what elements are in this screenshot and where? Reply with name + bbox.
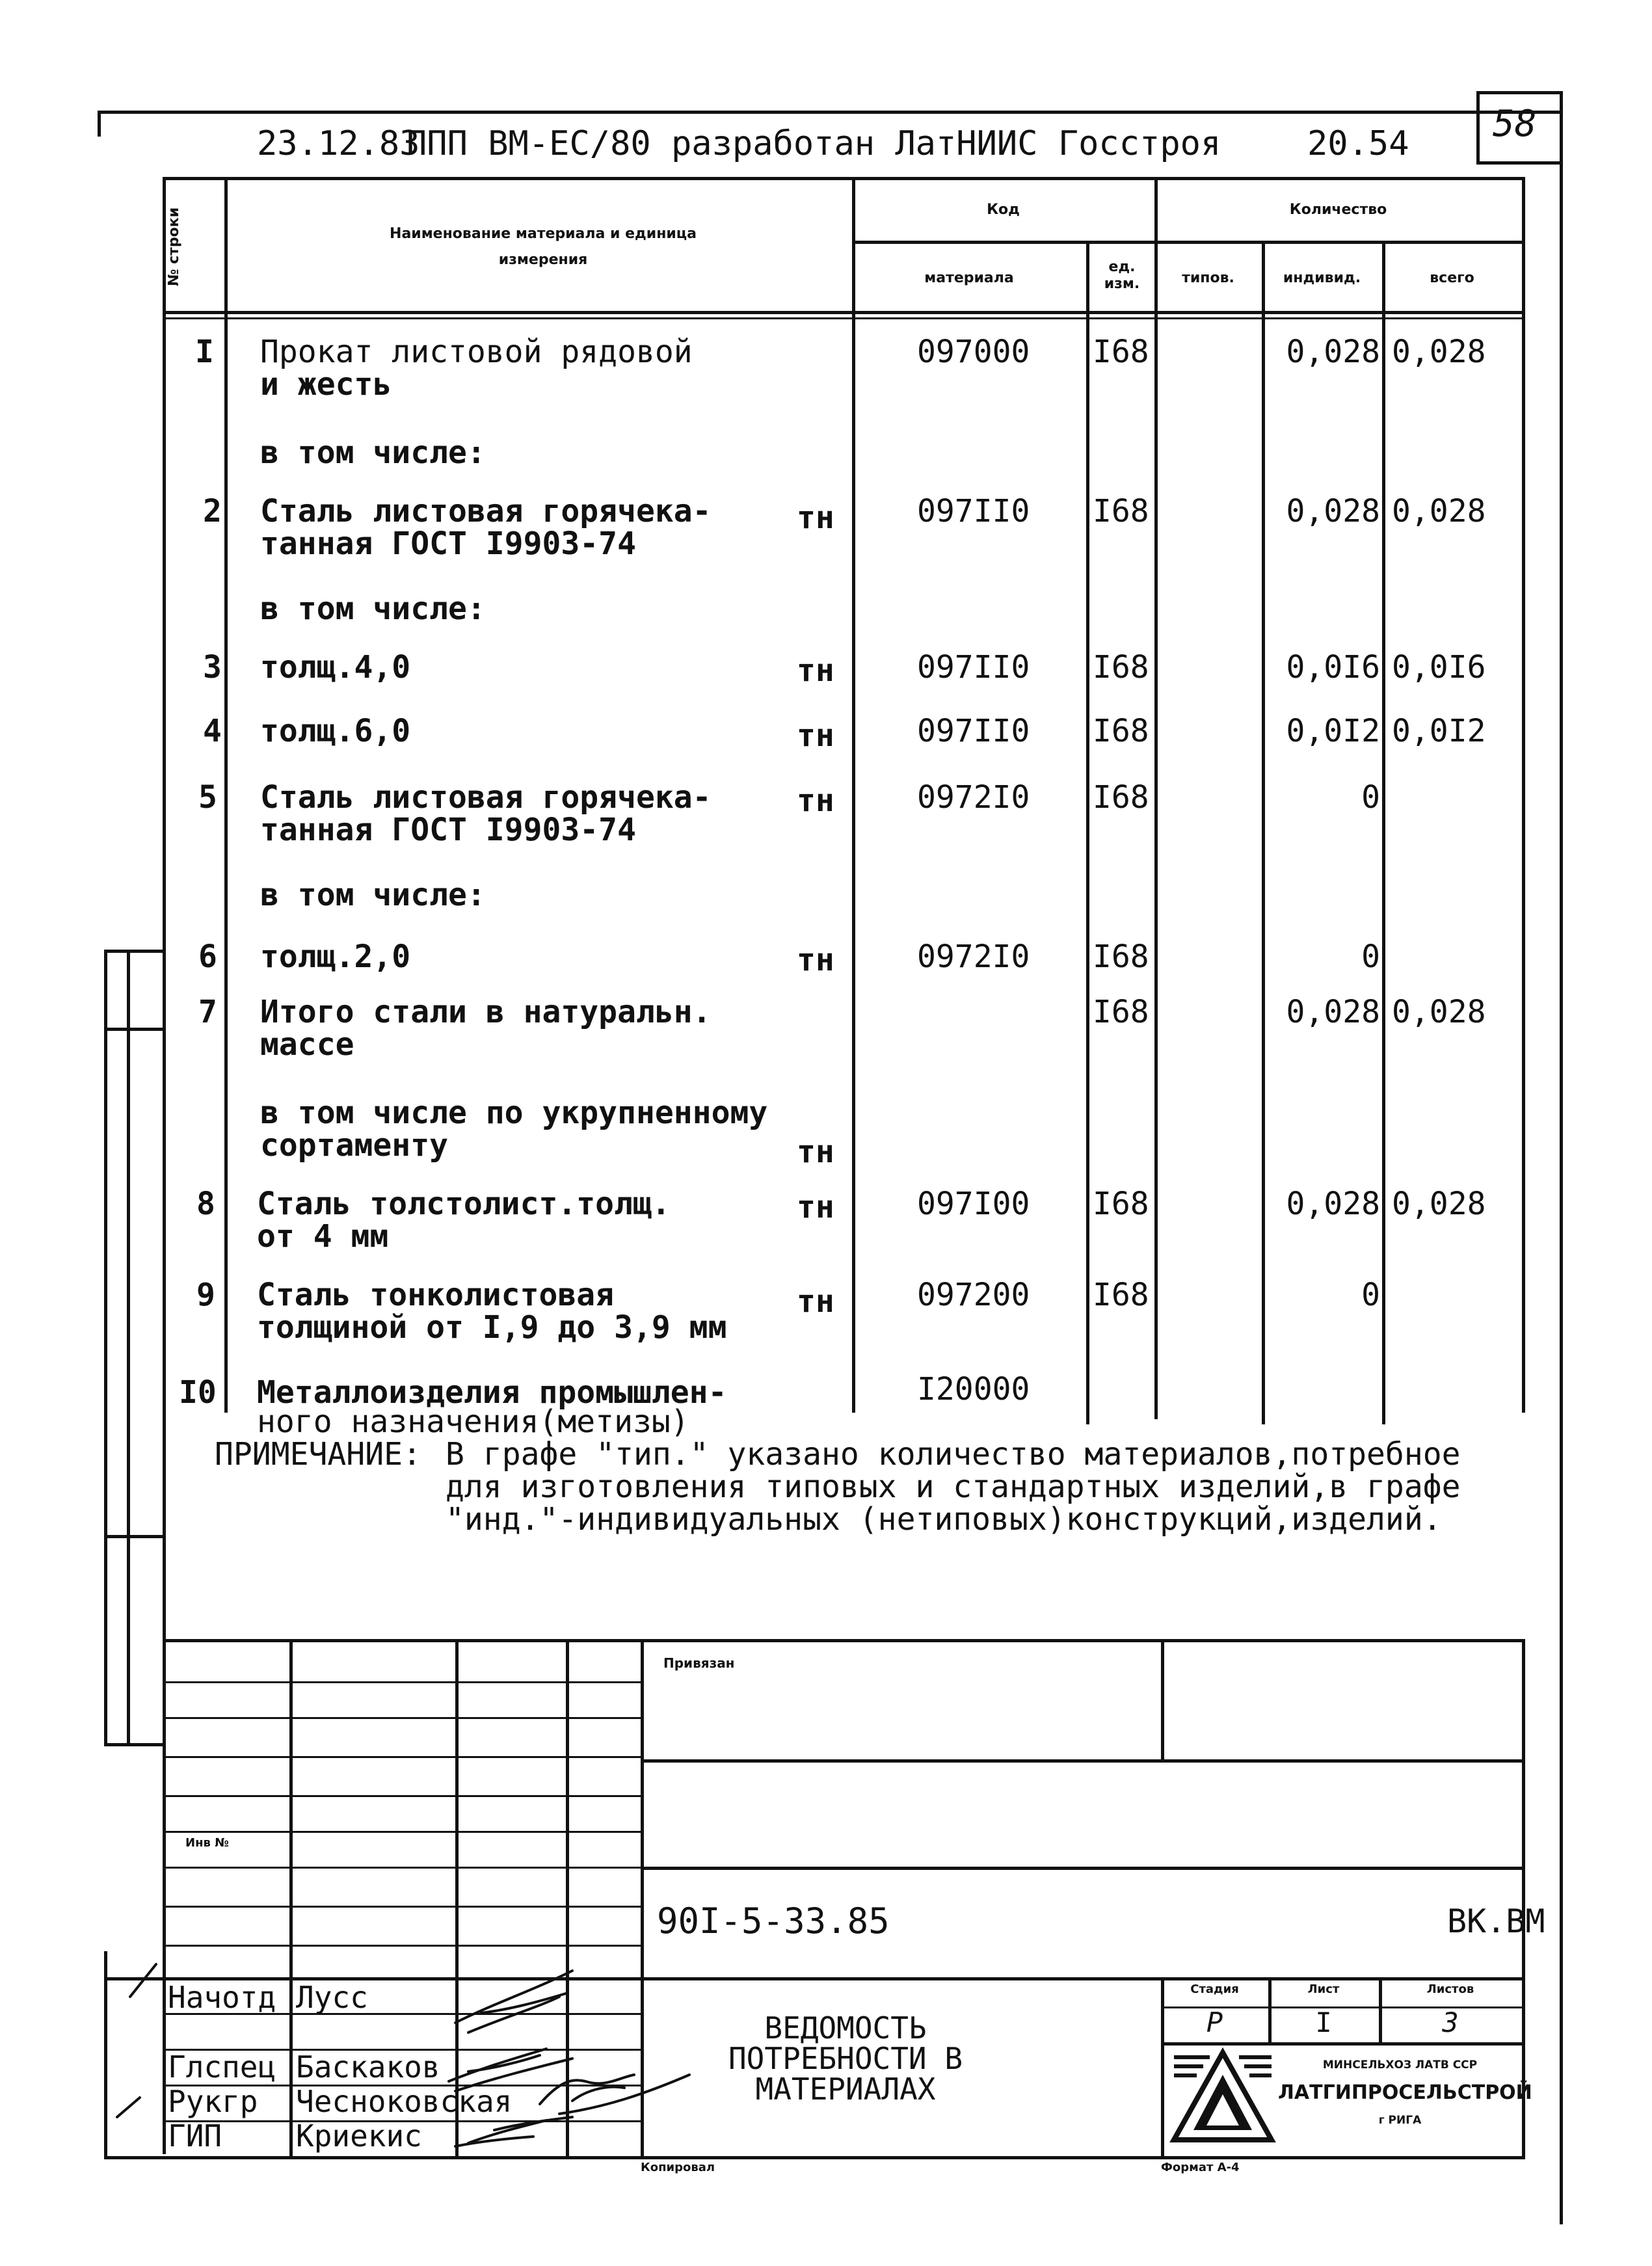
row-name-line2: танная ГОСТ I9903-74	[260, 526, 636, 562]
row-material-code: 097II0	[917, 649, 1030, 686]
row-subtitle: в том числе:	[260, 877, 486, 913]
row-material-code: I20000	[917, 1371, 1030, 1407]
row-unit-code: I68	[1093, 334, 1149, 370]
row-unit-code: I68	[1093, 994, 1149, 1030]
row-unit: тн	[797, 652, 834, 689]
row-unit-code: I68	[1093, 649, 1149, 686]
row-number: 9	[196, 1277, 215, 1313]
row-name-line1: Сталь тонколистовая	[257, 1277, 615, 1313]
note-label: ПРИМЕЧАНИЕ:	[215, 1436, 421, 1473]
row-material-code: 097II0	[917, 713, 1030, 749]
person-role: Глспец	[168, 2049, 276, 2085]
row-qty-individual: 0,0I2	[1286, 713, 1380, 749]
stage-value: Р	[1206, 2006, 1223, 2038]
row-unit-code: I68	[1093, 1277, 1149, 1313]
format-label: Формат А-4	[1161, 2161, 1240, 2174]
row-material-code: 097II0	[917, 493, 1030, 529]
sheets-label: Листов	[1426, 1982, 1474, 1996]
person-role: Начотд	[168, 1980, 276, 2015]
row-name-line1: толщ.2,0	[260, 939, 411, 975]
row-name-line1: толщ.4,0	[260, 649, 411, 686]
row-material-code: 097I00	[917, 1186, 1030, 1222]
row-unit: тн	[797, 500, 834, 536]
column-qty-group: Количество	[1289, 202, 1387, 218]
sheets-value: 3	[1442, 2006, 1459, 2038]
row-name-line1: Сталь толстолист.толщ.	[257, 1186, 671, 1222]
person-name: Криекис	[296, 2118, 422, 2153]
column-name: Наименование материала и единица измерения	[390, 226, 697, 268]
row-name-line1: Прокат листовой рядовой	[260, 334, 693, 370]
column-code-unit: ед. изм.	[1104, 259, 1140, 292]
row-unit: тн	[797, 942, 834, 978]
header-date: 23.12.83	[257, 124, 420, 163]
document-title-line1: ВЕДОМОСТЬ	[764, 2010, 927, 2046]
row-unit-code: I68	[1093, 1186, 1149, 1222]
page-number: 58	[1493, 103, 1537, 145]
organization-name: ЛАТГИПРОСЕЛЬСТРОЙ	[1278, 2081, 1532, 2104]
note-line1: В графе "тип." указано количество материалов,потребное	[446, 1436, 1461, 1473]
column-code-group: Код	[987, 202, 1020, 218]
person-name: Лусс	[296, 1980, 368, 2015]
column-qty-individual: индивид.	[1283, 270, 1361, 286]
column-row-no: № строки	[166, 207, 182, 286]
row-qty-total: 0,028	[1392, 334, 1486, 370]
row-unit-code: I68	[1093, 779, 1149, 816]
row-qty-individual: 0,028	[1286, 493, 1380, 529]
inventory-number-label: Инв №	[185, 1836, 229, 1850]
note-line3: "инд."-индивидуальных (нетиповых)конструкций,изделий.	[446, 1501, 1442, 1538]
row-number: 4	[203, 713, 222, 749]
organization-logo	[1167, 2049, 1278, 2146]
stage-label: Стадия	[1190, 1982, 1239, 1996]
person-role: ГИП	[168, 2118, 222, 2153]
row-name-line1: толщ.6,0	[260, 713, 411, 749]
row-qty-total: 0,028	[1392, 493, 1486, 529]
row-material-code: 097200	[917, 1277, 1030, 1313]
row-name-line1: Металлоизделия промышлен-	[257, 1374, 727, 1411]
header-title: ППП ВМ-ЕС/80 разработан ЛатНИИС Госстроя	[406, 124, 1221, 163]
row-unit: тн	[797, 1283, 834, 1320]
row-qty-individual: 0,028	[1286, 1186, 1380, 1222]
person-name: Чесноковская	[296, 2084, 513, 2119]
header-code: 20.54	[1307, 124, 1409, 163]
row-subtitle: в том числе:	[260, 434, 486, 471]
row-name-line1: Итого стали в натуральн.	[260, 994, 712, 1030]
document-mark: ВК.ВМ	[1447, 1902, 1545, 1940]
privyazan-label: Привязан	[663, 1655, 735, 1671]
row-subtitle-line2: сортаменту	[260, 1127, 448, 1164]
row-qty-total: 0,028	[1392, 1186, 1486, 1222]
row-name-line1: Сталь листовая горячека-	[260, 493, 712, 529]
document-title-line2: ПОТРЕБНОСТИ В	[728, 2041, 963, 2076]
row-qty-total: 0,028	[1392, 994, 1486, 1030]
row-number: 3	[203, 649, 222, 686]
copied-label: Копировал	[641, 2161, 715, 2174]
row-unit: тн	[797, 782, 834, 819]
column-code-material: материала	[924, 270, 1014, 286]
row-qty-individual: 0	[1361, 1277, 1380, 1313]
row-name-line1: Сталь листовая горячека-	[260, 779, 712, 816]
row-qty-total: 0,0I6	[1392, 649, 1486, 686]
sheet-label: Лист	[1307, 1982, 1340, 1996]
row-qty-individual: 0,028	[1286, 994, 1380, 1030]
row-unit-code: I68	[1093, 493, 1149, 529]
person-role: Рукгр	[168, 2084, 258, 2119]
row-material-code: 097000	[917, 334, 1030, 370]
column-qty-typical: типов.	[1182, 270, 1234, 286]
person-name: Баскаков	[296, 2049, 440, 2085]
row-qty-individual: 0	[1361, 939, 1380, 975]
row-name-line2: от 4 мм	[257, 1218, 389, 1255]
row-name-line2: толщиной от I,9 до 3,9 мм	[257, 1309, 727, 1346]
row-qty-individual: 0,028	[1286, 334, 1380, 370]
row-name-line2: ного назначения(метизы)	[257, 1404, 689, 1440]
document-title-line3: МАТЕРИАЛАХ	[755, 2072, 936, 2107]
sheet-value: I	[1315, 2006, 1332, 2038]
row-unit-code: I68	[1093, 939, 1149, 975]
note-line2: для изготовления типовых и стандартных изделий,в графе	[446, 1469, 1461, 1505]
row-name-line2: танная ГОСТ I9903-74	[260, 812, 636, 848]
column-qty-total: всего	[1430, 270, 1474, 286]
row-unit: тн	[797, 1189, 834, 1225]
row-number: 8	[196, 1186, 215, 1222]
row-subtitle: в том числе:	[260, 591, 486, 627]
row-material-code: 0972I0	[917, 779, 1030, 816]
row-number: 5	[198, 779, 217, 816]
row-qty-individual: 0,0I6	[1286, 649, 1380, 686]
row-name-line2: и жесть	[260, 366, 392, 403]
document-code: 90I-5-33.85	[657, 1900, 890, 1941]
row-qty-individual: 0	[1361, 779, 1380, 816]
row-number: 7	[198, 994, 217, 1030]
organization-city: г РИГА	[1378, 2114, 1422, 2127]
row-number: 6	[198, 939, 217, 975]
row-material-code: 0972I0	[917, 939, 1030, 975]
row-number: I0	[179, 1374, 217, 1411]
row-unit: тн	[797, 717, 834, 754]
row-number: I	[195, 334, 214, 370]
row-qty-total: 0,0I2	[1392, 713, 1486, 749]
organization-ministry: МИНСЕЛЬХОЗ ЛАТВ ССР	[1322, 2059, 1478, 2072]
row-unit-code: I68	[1093, 713, 1149, 749]
row-unit: тн	[797, 1134, 834, 1170]
row-name-line2: массе	[260, 1026, 354, 1063]
row-subtitle: в том числе по укрупненному	[260, 1095, 768, 1131]
row-number: 2	[203, 493, 222, 529]
